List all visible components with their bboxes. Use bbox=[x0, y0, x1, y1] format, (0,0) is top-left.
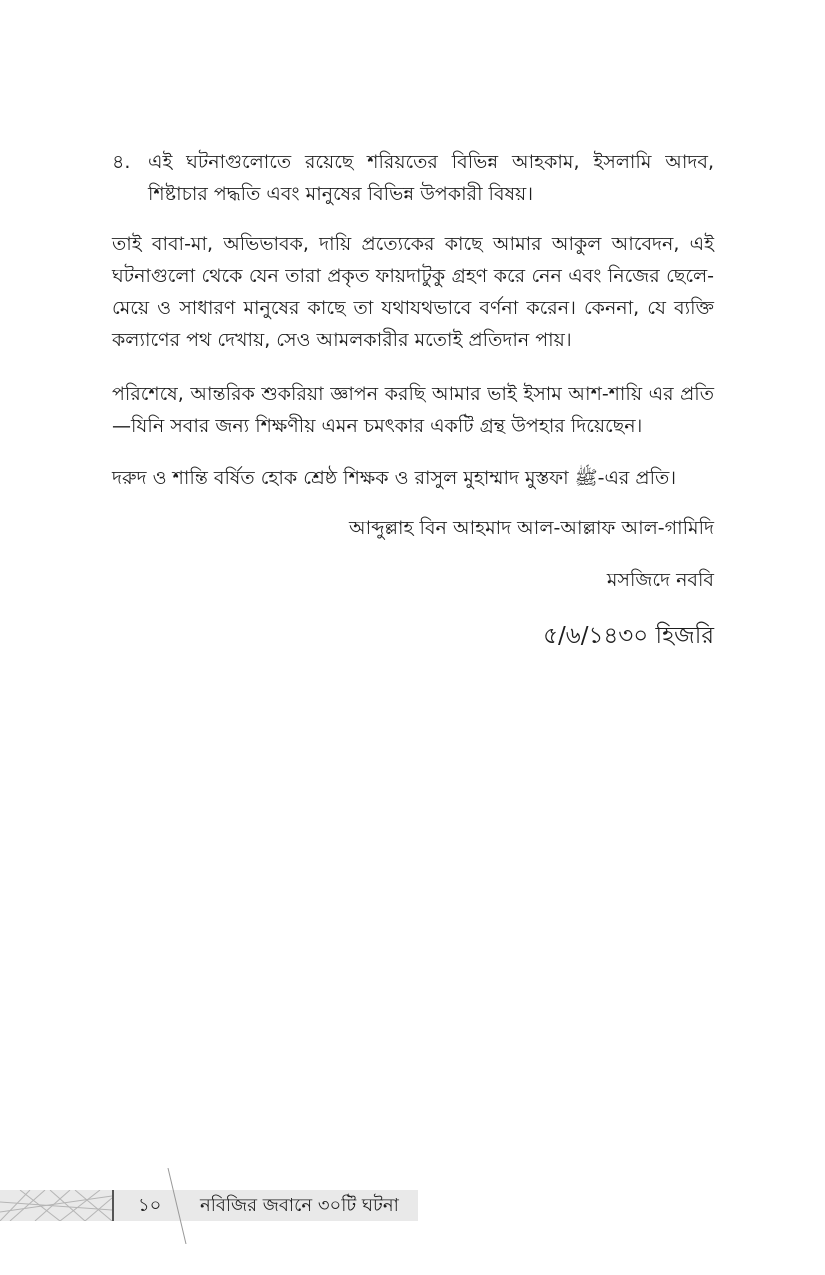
numbered-point-4 bbox=[112, 146, 714, 210]
signature-name: আব্দুল্লাহ বিন আহমাদ আল-আল্লাফ আল-গামিদি bbox=[349, 517, 714, 539]
signature-date: ৫/৬/১৪৩০ হিজরি bbox=[543, 623, 714, 649]
signature-place: মসজিদে নববি bbox=[606, 569, 714, 591]
point-number: ৪. bbox=[112, 151, 131, 173]
footer-slash-icon bbox=[160, 1168, 190, 1244]
paragraph-appeal: তাই বাবা-মা, অভিভাবক, দায়ি প্রত্যেকের কাছে আমার আকুল আবেদন, এই ঘটনাগুলো থেকে যেন তারা প্রকৃত ফায়দাটুকু গ্রহণ করে নেন এবং নিজের ছেলে-মেয়ে ও সাধারণ মানুষের কাছে তা যথাযথভাবে বর্ণনা করেন। কেননা, যে ব্যক্তি কল্যাণের পথ দেখায়, সেও আমলকারীর মতোই প্রতিদান পায়। bbox=[112, 233, 714, 351]
page-number: ১০ bbox=[138, 1195, 162, 1216]
book-title: নবিজির জবানে ৩০টি ঘটনা bbox=[200, 1195, 399, 1216]
footer-decoration-icon bbox=[0, 1190, 112, 1221]
paragraph-thanks: পরিশেষে, আন্তরিক শুকরিয়া জ্ঞাপন করছি আমার ভাই ইসাম আশ-শায়ি এর প্রতি—যিনি সবার জন্য শিক্ষণীয় এমন চমৎকার একটি গ্রন্থ উপহার দিয়েছেন। bbox=[112, 383, 714, 437]
footer-separator bbox=[112, 1190, 114, 1221]
paragraph-salutation: দরুদ ও শান্তি বর্ষিত হোক শ্রেষ্ঠ শিক্ষক ও রাসুল মুহাম্মাদ মুস্তফা ﷺ-এর প্রতি। bbox=[112, 467, 677, 489]
point-text: এই ঘটনাগুলোতে রয়েছে শরিয়তের বিভিন্ন আহকাম, ইসলামি আদব, শিষ্টাচার পদ্ধতি এবং মানুষের বিভিন্ন উপকারী বিষয়। bbox=[148, 151, 714, 205]
